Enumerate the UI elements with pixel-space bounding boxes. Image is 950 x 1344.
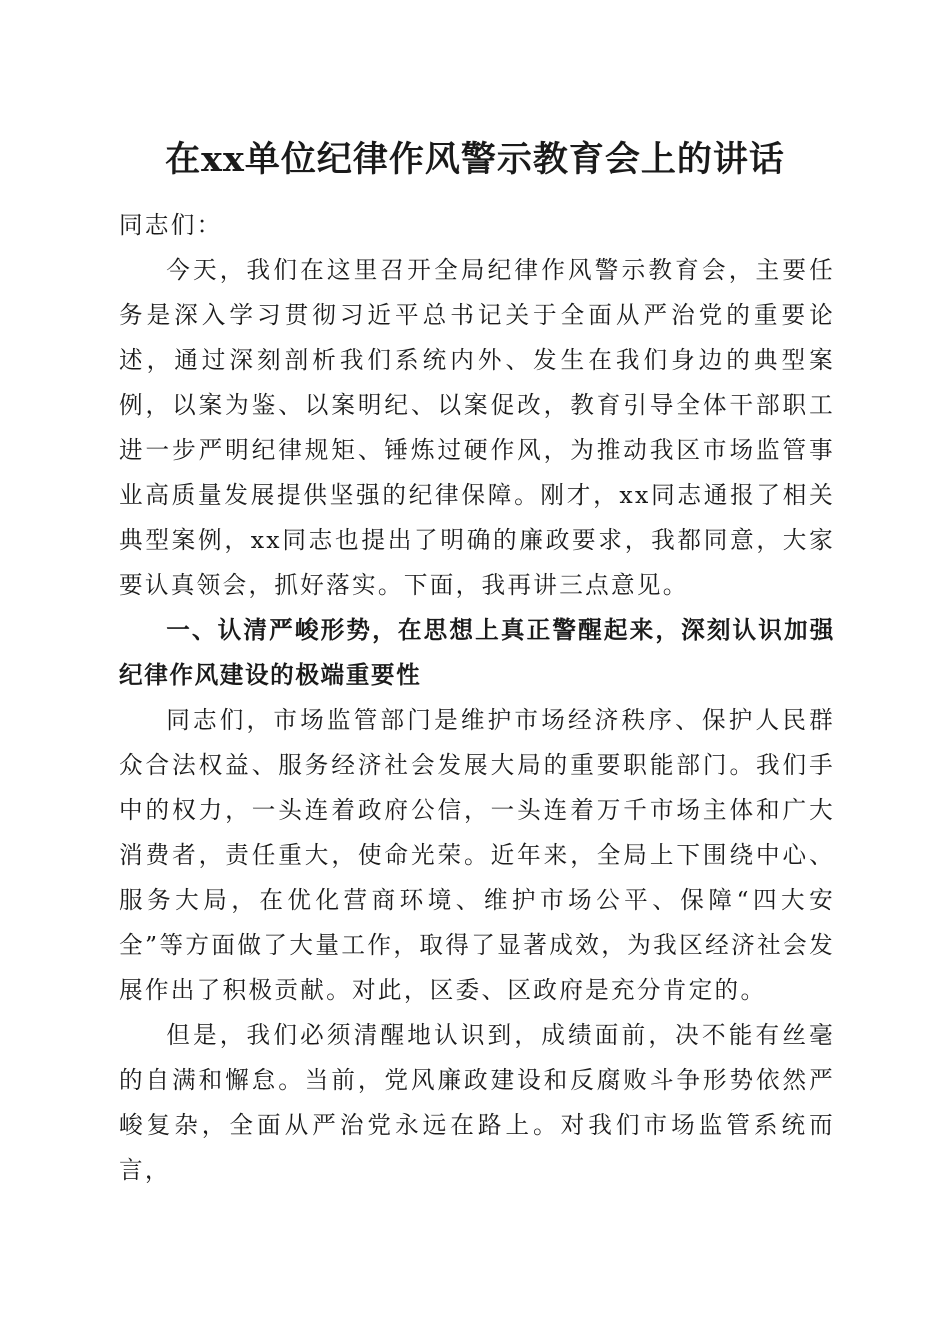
section-paragraph-1: 同志们，市场监管部门是维护市场经济秩序、保护人民群众合法权益、服务经济社会发展大局的重要职能部门。我们手中的权力，一头连着政府公信，一头连着万千市场主体和广大消费者，责任重大，使命光荣。近年来，全局上下围绕中心、服务大局，在优化营商环境、维护市场公平、保障“四大安全”等方面做了大量工作，取得了显著成效，为我区经济社会发展作出了积极贡献。对此，区委、区政府是充分肯定的。 — [119, 706, 835, 1004]
opening-paragraph: 今天，我们在这里召开全局纪律作风警示教育会，主要任务是深入学习贯彻习近平总书记关于全面从严治党的重要论述，通过深刻剖析我们系统内外、发生在我们身边的典型案例，以案为鉴、以案明纪、以案促改，教育引导全体干部职工进一步严明纪律规矩、锤炼过硬作风，为推动我区市场监管事业高质量发展提供坚强的纪律保障。刚才，xx同志通报了相关典型案例，xx同志也提出了明确的廉政要求，我都同意，大家要认真领会，抓好落实。下面，我再讲三点意见。 — [119, 256, 835, 599]
section-paragraph-2: 但是，我们必须清醒地认识到，成绩面前，决不能有丝毫的自满和懈怠。当前，党风廉政建设和反腐败斗争形势依然严峻复杂，全面从严治党永远在路上。对我们市场监管系统而言， — [119, 1021, 835, 1184]
salutation: 同志们： — [119, 211, 223, 239]
section-heading: 一、认清严峻形势，在思想上真正警醒起来，深刻认识加强纪律作风建设的极端重要性 — [119, 616, 835, 689]
document-title: 在xx单位纪律作风警示教育会上的讲话 — [165, 139, 785, 180]
document-body — [119, 203, 835, 1193]
